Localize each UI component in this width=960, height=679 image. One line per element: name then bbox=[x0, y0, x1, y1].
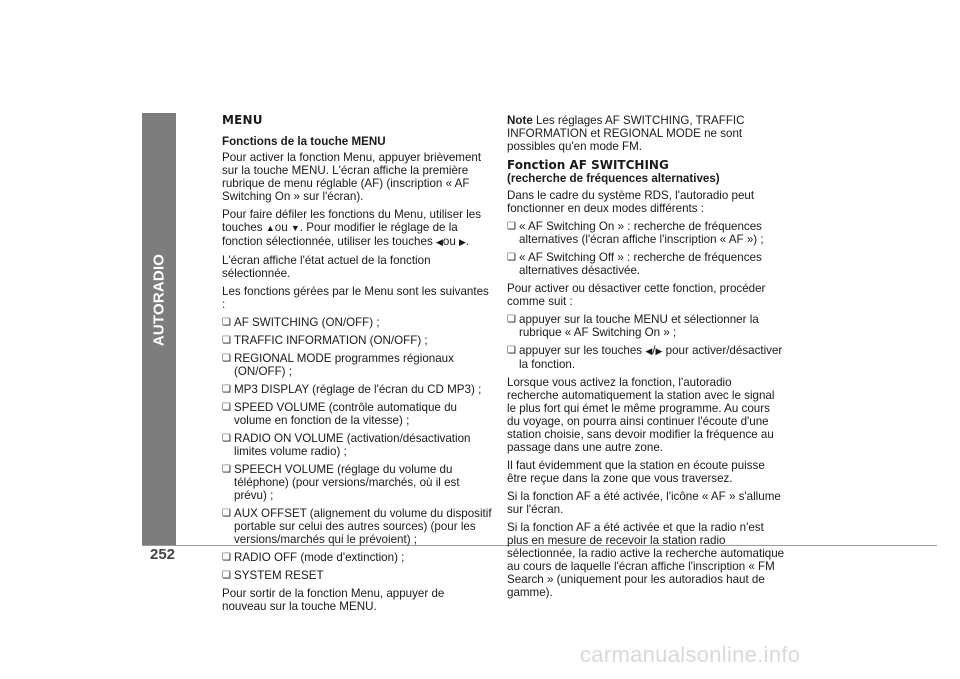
page-number: 252 bbox=[150, 546, 176, 563]
note-label: Note bbox=[507, 114, 533, 127]
list-item: ❏ SPEECH VOLUME (réglage du volume du téléphone) (pour versions/marchés, où il est prévu) ; bbox=[222, 463, 492, 502]
right-arrow-icon: ▶ bbox=[655, 346, 663, 356]
up-arrow-icon: ▲ bbox=[265, 223, 275, 233]
menu-paragraph-2: Pour faire défiler les fonctions du Menu, utiliser les touches ▲ou ▼. Pour modifier le réglage de la fonction sélectionnée, utiliser les touches ◀ou ▶. bbox=[222, 208, 482, 248]
down-arrow-icon: ▼ bbox=[290, 223, 300, 233]
slash: / bbox=[652, 344, 656, 357]
af-paragraph-1: Dans le cadre du système RDS, l'autoradio peut fonctionner en deux modes différents : bbox=[507, 189, 755, 215]
af-paragraph-4: Il faut évidemment que la station en écoute puisse être reçue dans la zone que vous traversez. bbox=[507, 459, 765, 485]
list-item: ❏ appuyer sur les touches ◀/▶ pour activer/désactiver la fonction. bbox=[507, 344, 785, 371]
af-paragraph-5: Si la fonction AF a été activée, l'icône « AF » s'allume sur l'écran. bbox=[507, 490, 781, 516]
list-item: ❏ RADIO ON VOLUME (activation/désactivation limites volume radio) ; bbox=[222, 432, 492, 458]
list-item: ❏ « AF Switching Off » : recherche de fréquences alternatives désactivée. bbox=[507, 251, 785, 277]
right-arrow-icon: ▶ bbox=[459, 237, 466, 247]
list-item: ❏ AUX OFFSET (alignement du volume du dispositif portable sur celui des autres sources) (pour les versions/marchés qui le prévoient) ; bbox=[222, 507, 492, 546]
af-heading: Fonction AF SWITCHING bbox=[507, 158, 669, 172]
menu-heading: MENU bbox=[222, 113, 263, 127]
list-item: ❏ SPEED VOLUME (contrôle automatique du volume en fonction de la vitesse) ; bbox=[222, 401, 492, 427]
menu-subheading: Fonctions de la touche MENU bbox=[222, 135, 386, 148]
list-item: ❏ appuyer sur la touche MENU et sélectionner la rubrique « AF Switching On » ; bbox=[507, 313, 785, 339]
af-paragraph-3: Lorsque vous activez la fonction, l'autoradio recherche automatiquement la station avec le signal le plus fort qui émet le même programme. Au cours du voyage, on pourra ainsi continuer l'écoute d'une station choisie, sans devoir modifier la fréquence au passage dans une autre zone. bbox=[507, 376, 775, 454]
menu-paragraph-3: L'écran affiche l'état actuel de la fonction sélectionnée. bbox=[222, 254, 431, 280]
af-modes-list bbox=[507, 220, 785, 277]
af-paragraph-6: Si la fonction AF a été activée et que la radio n'est plus en mesure de recevoir la station radio sélectionnée, la radio active la recherche automatique au cours de laquelle l'écran affiche l'inscription « FM Search » (uniquement pour les autoradios haut de gamme). bbox=[507, 521, 785, 599]
af-subheading: (recherche de fréquences alternatives) bbox=[507, 172, 720, 185]
menu-functions-list bbox=[222, 316, 492, 582]
list-item: ❏ MP3 DISPLAY (réglage de l'écran du CD MP3) ; bbox=[222, 383, 492, 396]
list-item: ❏ « AF Switching On » : recherche de fréquences alternatives (l'écran affiche l'inscription « AF ») ; bbox=[507, 220, 785, 246]
list-item: ❏ AF SWITCHING (ON/OFF) ; bbox=[222, 316, 492, 329]
list-item: ❏ REGIONAL MODE programmes régionaux (ON/OFF) ; bbox=[222, 352, 492, 378]
menu-paragraph-1: Pour activer la fonction Menu, appuyer brièvement sur la touche MENU. L'écran affiche la première rubrique de menu réglable (AF) (inscription « AF Switching On » sur l'écran). bbox=[222, 151, 482, 203]
af-steps-list bbox=[507, 313, 785, 371]
list-item: ❏ SYSTEM RESET bbox=[222, 569, 492, 582]
list-item: ❏ TRAFFIC INFORMATION (ON/OFF) ; bbox=[222, 334, 492, 347]
note-text: Les réglages AF SWITCHING, TRAFFIC INFORMATION et REGIONAL MODE ne sont possibles qu'en mode FM. bbox=[507, 114, 745, 153]
left-column bbox=[222, 114, 492, 618]
watermark: carmanualsonline.info bbox=[580, 642, 801, 667]
section-label: AUTORADIO bbox=[150, 253, 168, 347]
left-arrow-icon: ◀ bbox=[645, 346, 653, 356]
menu-paragraph-4: Les fonctions gérées par le Menu sont les suivantes : bbox=[222, 285, 489, 311]
note bbox=[507, 114, 785, 153]
left-arrow-icon: ◀ bbox=[435, 237, 443, 247]
menu-paragraph-5: Pour sortir de la fonction Menu, appuyer de nouveau sur la touche MENU. bbox=[222, 587, 445, 613]
right-column bbox=[507, 114, 785, 604]
af-paragraph-2: Pour activer ou désactiver cette fonction, procéder comme suit : bbox=[507, 282, 766, 308]
list-item: ❏ RADIO OFF (mode d'extinction) ; bbox=[222, 551, 492, 564]
